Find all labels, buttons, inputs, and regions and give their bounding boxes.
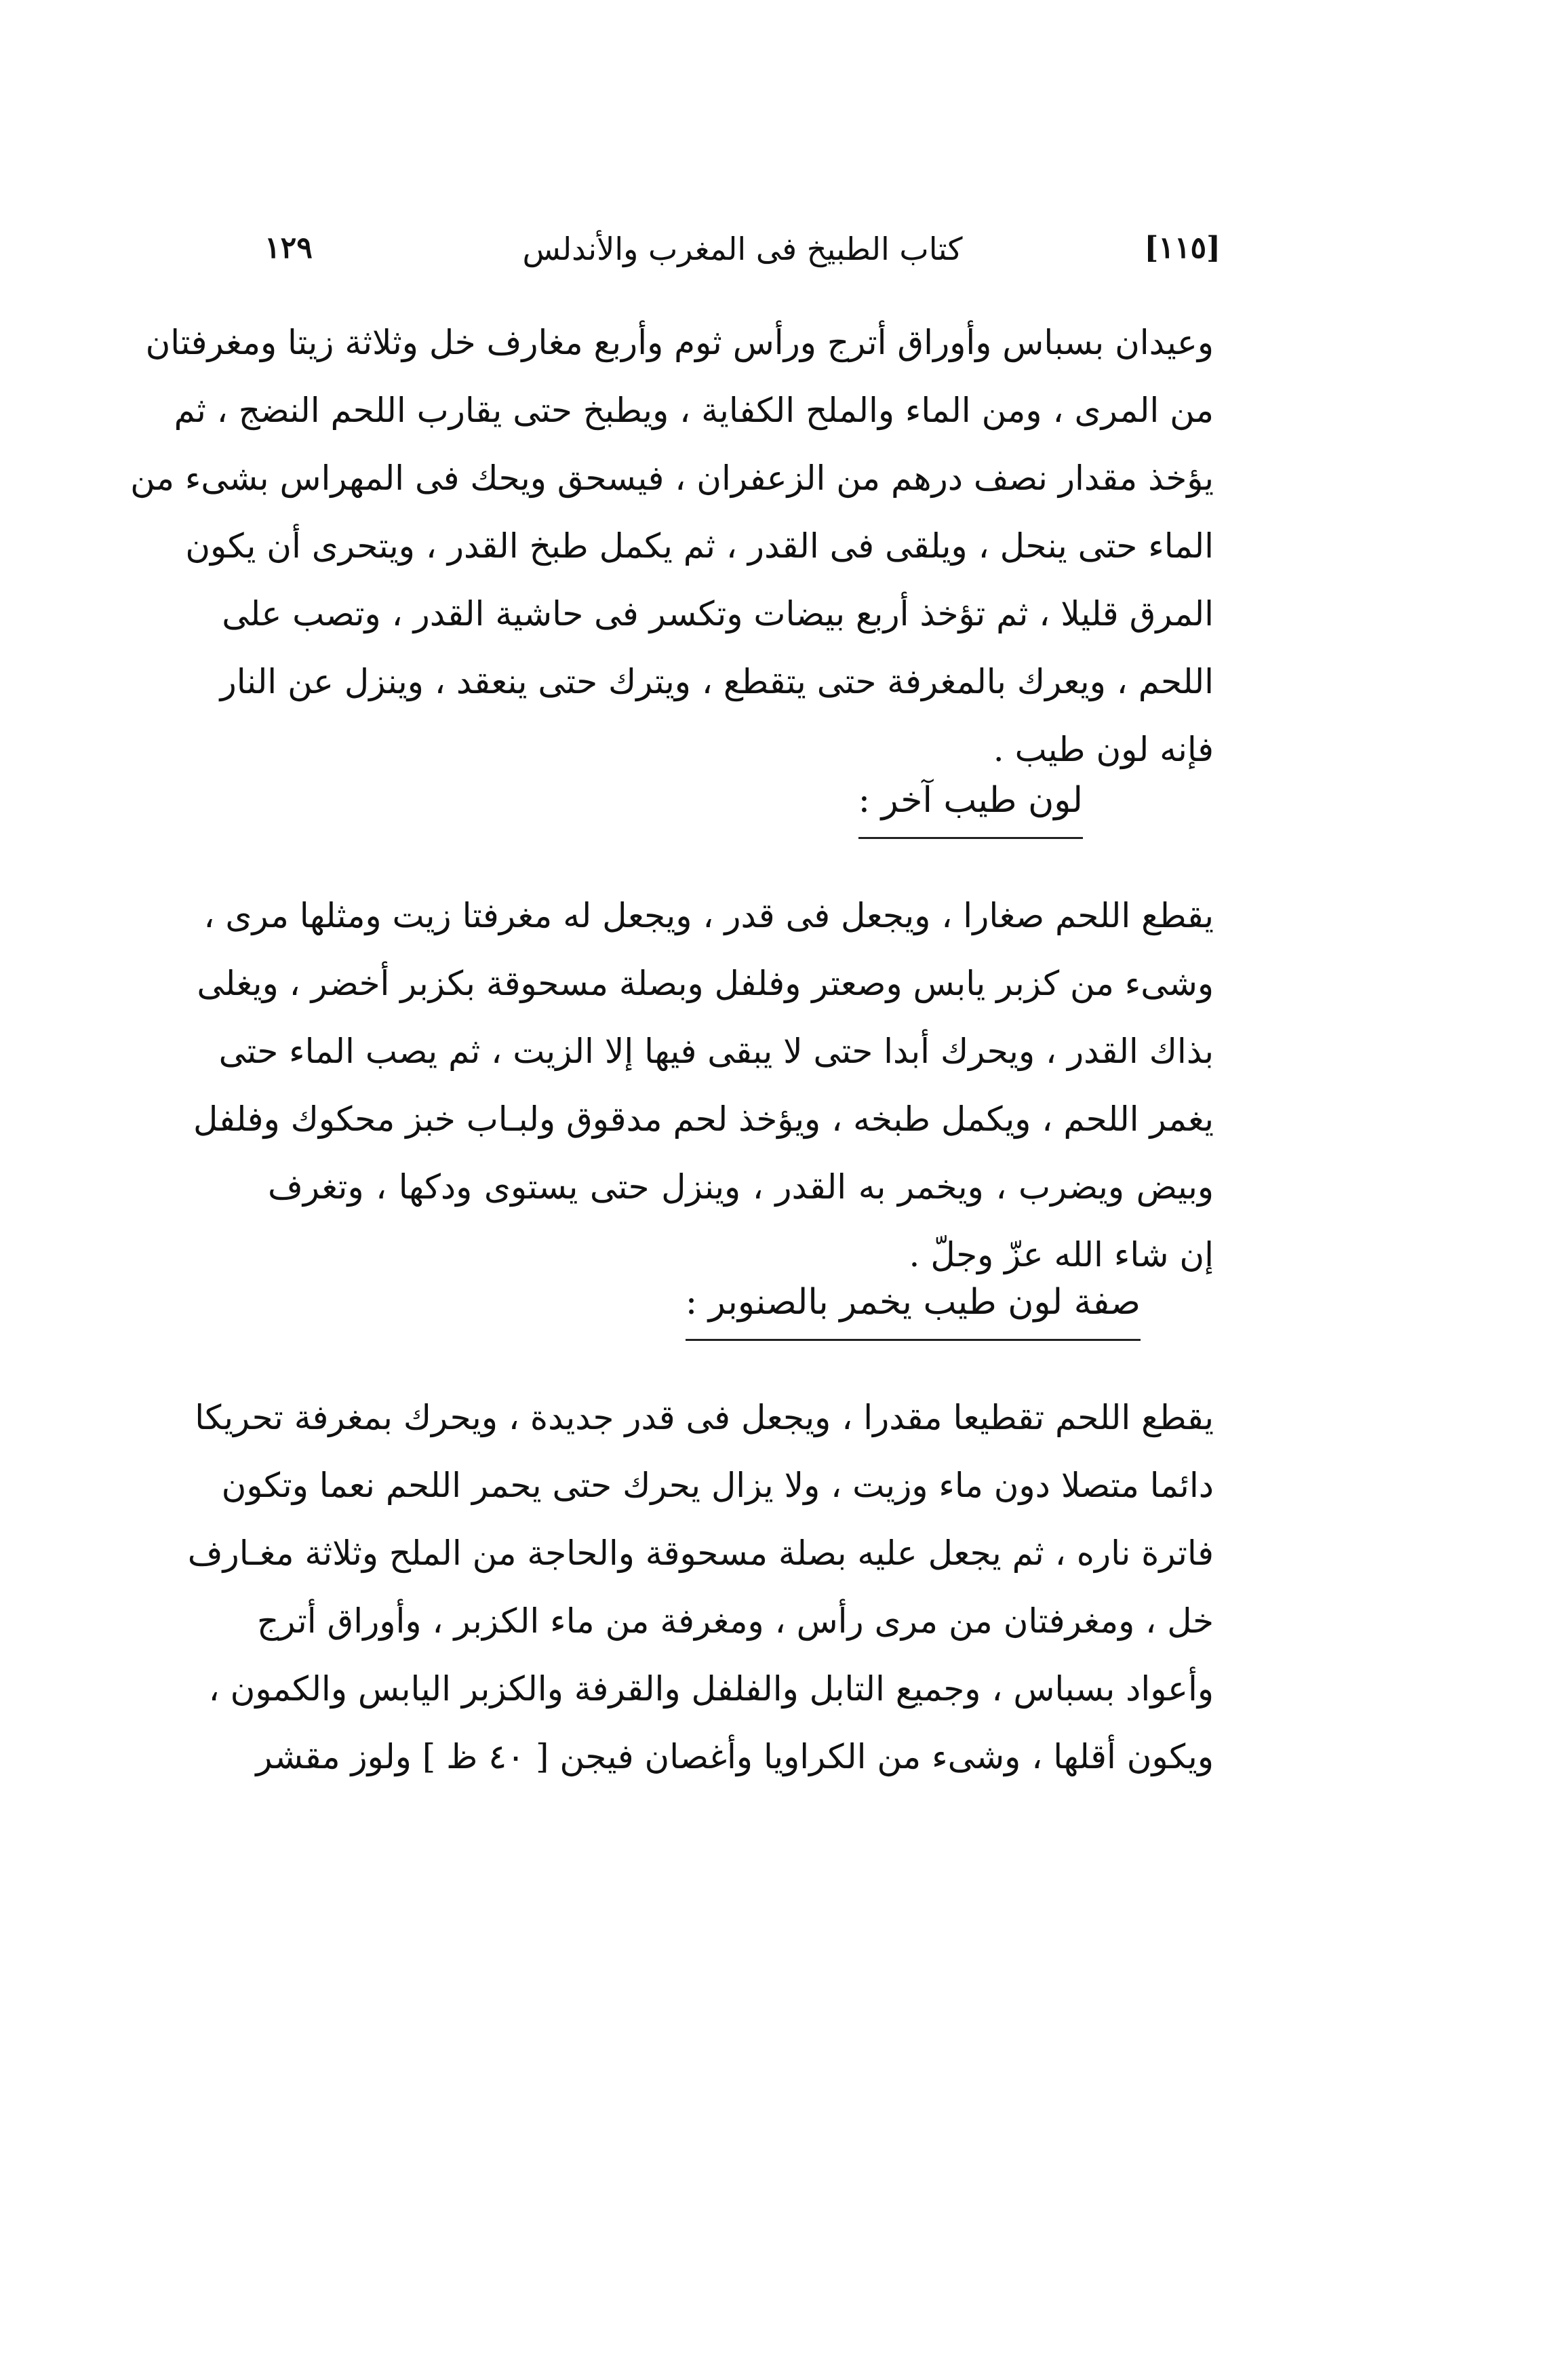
text-line: خل ، ومغرفتان من مرى رأس ، ومغرفة من ماء الكزبر ، وأوراق أترج	[256, 1601, 1214, 1641]
text-line: دائما متصلا دون ماء وزيت ، ولا يزال يحرك حتى يحمر اللحم نعما وتكون	[221, 1466, 1214, 1505]
text-line: ويكون أقلها ، وشىء من الكراويا وأغصان فيجن [ ٤٠ ظ ] ولوز مقشر	[256, 1737, 1214, 1776]
recipe-heading-2: صفة لون طيب يخمر بالصنوبر :	[686, 1275, 1141, 1341]
text-line: الماء حتى ينحل ، ويلقى فى القدر ، ثم يكمل طبخ القدر ، ويتحرى أن يكون	[185, 526, 1214, 566]
paragraph-3	[187, 1384, 1214, 1791]
paragraph-1	[130, 309, 1214, 783]
text-line: وشىء من كزبر يابس وصعتر وفلفل وبصلة مسحوقة بكزبر أخضر ، ويغلى	[197, 964, 1214, 1003]
page-header	[264, 231, 1221, 292]
folio-number: [١١٥]	[1144, 231, 1221, 265]
text-line: المرق قليلا ، ثم تؤخذ أربع بيضات وتكسر فى حاشية القدر ، وتصب على	[222, 594, 1214, 633]
text-line: من المرى ، ومن الماء والملح الكفاية ، ويطبخ حتى يقارب اللحم النضج ، ثم	[174, 391, 1214, 430]
text-line: وبيض ويضرب ، ويخمر به القدر ، وينزل حتى يستوى ودكها ، وتغرف	[268, 1167, 1214, 1207]
text-line: إن شاء الله عزّ وجلّ .	[909, 1235, 1214, 1274]
text-line: بذاك القدر ، ويحرك أبدا حتى لا يبقى فيها إلا الزيت ، ثم يصب الماء حتى	[218, 1032, 1214, 1071]
text-line: وأعواد بسباس ، وجميع التابل والفلفل والقرفة والكزبر اليابس والكمون ،	[208, 1669, 1214, 1709]
text-line: فاترة ناره ، ثم يجعل عليه بصلة مسحوقة والحاجة من الملح وثلاثة مغـارف	[187, 1534, 1214, 1573]
text-line: يقطع اللحم تقطيعا مقدرا ، ويجعل فى قدر جديدة ، ويحرك بمغرفة تحريكا	[195, 1398, 1214, 1437]
text-line: يقطع اللحم صغارا ، ويجعل فى قدر ، ويجعل له مغرفتا زيت ومثلها مرى ،	[203, 896, 1214, 935]
page-number: ١٢٩	[264, 231, 313, 265]
running-title: كتاب الطبيخ فى المغرب والأندلس	[522, 231, 963, 267]
paragraph-2	[193, 882, 1214, 1289]
recipe-heading-1: لون طيب آخر :	[858, 773, 1083, 839]
text-line: اللحم ، ويعرك بالمغرفة حتى يتقطع ، ويترك حتى ينعقد ، وينزل عن النار	[220, 662, 1214, 701]
text-line: فإنه لون طيب .	[993, 730, 1214, 769]
text-line: وعيدان بسباس وأوراق أترج ورأس ثوم وأربع مغارف خل وثلاثة زيتا ومغرفتان	[145, 323, 1214, 362]
text-line: يغمر اللحم ، ويكمل طبخه ، ويؤخذ لحم مدقوق ولبـاب خبز محكوك وفلفل	[193, 1099, 1214, 1139]
text-line: يؤخذ مقدار نصف درهم من الزعفران ، فيسحق ويحك فى المهراس بشىء من	[130, 459, 1214, 498]
